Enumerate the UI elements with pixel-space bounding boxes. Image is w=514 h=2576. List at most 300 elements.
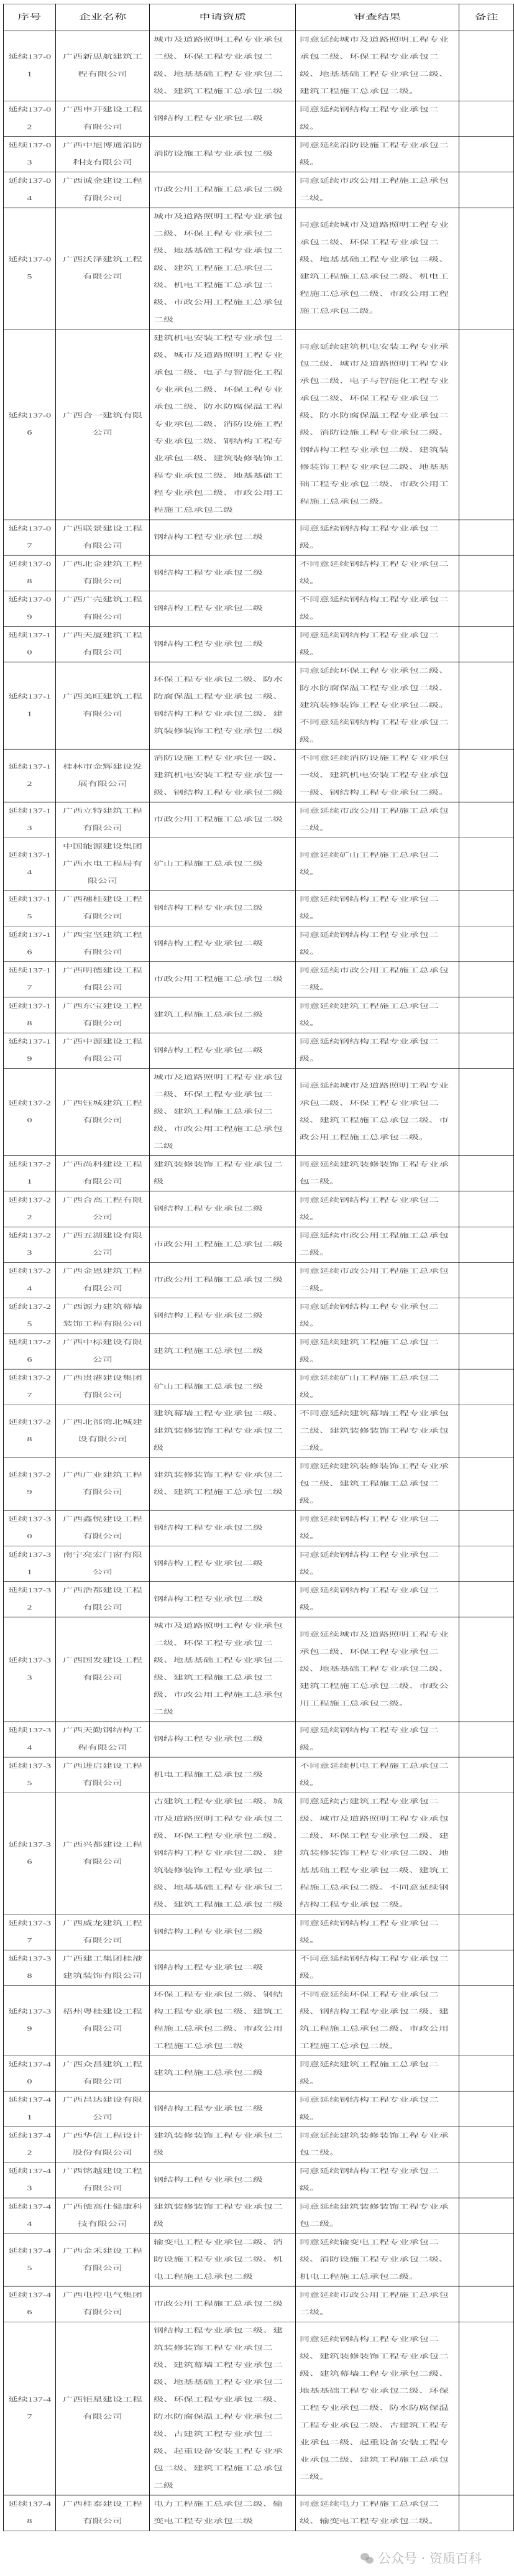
review-result: 同意延续城市及道路照明工程专业承包二级、环保工程专业承包二级、地基基础工程专业承包二级、建筑工程施工总承包二级、市政公用工程施工总承包二级。 — [296, 1617, 459, 1722]
review-result: 同意延续市政公用工程施工总承包二级。 — [296, 802, 459, 838]
table-row — [4, 1617, 514, 1722]
table-row — [4, 1546, 514, 1581]
applied-qualification: 钢结构工程专业承包二级 — [150, 591, 296, 626]
row-seq: 延续137-17 — [4, 962, 56, 997]
review-result: 同意延续建筑装修装饰工程专业承包二级。 — [296, 1156, 459, 1191]
table-row — [4, 2495, 514, 2531]
row-seq: 延续137-34 — [4, 1722, 56, 1757]
remarks — [459, 1262, 514, 1298]
table-row — [4, 1757, 514, 1793]
review-result: 同意延续钢结构工程专业承包二级。 — [296, 2091, 459, 2126]
remarks — [459, 1793, 514, 1914]
remarks — [459, 101, 514, 136]
company-name: 广西进启建设工程有限公司 — [56, 1757, 150, 1793]
company-name: 中国能源建设集团广西水电工程局有限公司 — [56, 838, 150, 890]
remarks — [459, 591, 514, 626]
review-result: 同意延续电力工程施工总承包二级、输变电工程专业承包二级。 — [296, 2495, 459, 2531]
company-name: 广西北部湾北城建设有限公司 — [56, 1405, 150, 1457]
review-result: 同意延续矿山工程施工总承包二级。 — [296, 1369, 459, 1405]
table-row — [4, 2127, 514, 2163]
company-name: 广西众昌建筑工程有限公司 — [56, 2056, 150, 2091]
company-name: 广西德高仕健康科技有限公司 — [56, 2198, 150, 2233]
company-name: 广西尚科建设工程有限公司 — [56, 1156, 150, 1191]
applied-qualification: 钢结构工程专业承包二级 — [150, 1722, 296, 1757]
row-seq: 延续137-33 — [4, 1617, 56, 1722]
company-name: 广西广业建筑工程有限公司 — [56, 1457, 150, 1510]
row-seq: 延续137-45 — [4, 2233, 56, 2286]
review-result: 同意延续市政公用工程施工总承包二级。 — [296, 1262, 459, 1298]
review-result: 同意延续钢结构工程专业承包二级。 — [296, 101, 459, 136]
review-result: 同意延续环保工程专业承包二级、防水防腐保温工程专业承包二级、建筑装修装饰工程专业承包二级。不同意延续钢结构工程专业承包二级。 — [296, 662, 459, 749]
remarks — [459, 2322, 514, 2495]
company-name: 广西浩都建设工程有限公司 — [56, 1582, 150, 1617]
company-name: 广西建工集团桂港建筑装饰有限公司 — [56, 1950, 150, 1985]
applied-qualification: 钢结构工程专业承包二级 — [150, 2163, 296, 2198]
row-seq: 延续137-25 — [4, 1298, 56, 1334]
row-seq: 延续137-11 — [4, 662, 56, 749]
table-row — [4, 1582, 514, 1617]
row-seq: 延续137-07 — [4, 520, 56, 555]
company-name: 广西桂泰建设工程有限公司 — [56, 2495, 150, 2531]
table-row — [4, 749, 514, 802]
remarks — [459, 2091, 514, 2126]
company-name: 广西天厦建筑工程有限公司 — [56, 627, 150, 662]
applied-qualification: 矿山工程施工总承包二级 — [150, 838, 296, 890]
applied-qualification: 市政公用工程施工总承包二级 — [150, 172, 296, 208]
review-result: 同意延续钢结构工程专业承包二级。 — [296, 520, 459, 555]
applied-qualification: 环保工程专业承包二级、钢结构工程专业承包二级、建筑工程施工总承包二级、市政公用工程施工总承包二级 — [150, 1985, 296, 2056]
table-row — [4, 1298, 514, 1334]
applied-qualification: 电力工程施工总承包二级、输变电工程专业承包二级 — [150, 2495, 296, 2531]
applied-qualification: 钢结构工程专业承包二级 — [150, 1033, 296, 1068]
remarks — [459, 520, 514, 555]
review-result: 同意延续钢结构工程专业承包二级。 — [296, 1582, 459, 1617]
applied-qualification: 钢结构工程专业承包二级 — [150, 520, 296, 555]
row-seq: 延续137-36 — [4, 1793, 56, 1914]
header-applied-qualification: 申请资质 — [150, 4, 296, 30]
row-seq: 延续137-31 — [4, 1546, 56, 1581]
applied-qualification: 城市及道路照明工程专业承包二级、环保工程专业承包二级、地基基础工程专业承包二级、建筑工程施工总承包二级、市政公用工程施工总承包二级 — [150, 1617, 296, 1722]
watermark — [360, 2549, 482, 2567]
header-remarks: 备注 — [459, 4, 514, 30]
table-row — [4, 1985, 514, 2056]
remarks — [459, 1298, 514, 1334]
row-seq: 延续137-24 — [4, 1262, 56, 1298]
table-row — [4, 1950, 514, 1985]
applied-qualification: 城市及道路照明工程专业承包二级、环保工程专业承包二级、地基基础工程专业承包二级、建筑工程施工总承包二级、机电工程施工总承包二级、市政公用工程施工总承包二级 — [150, 208, 296, 330]
company-name: 广西金恩建筑工程有限公司 — [56, 1262, 150, 1298]
table-row — [4, 2091, 514, 2126]
applied-qualification: 机电工程施工总承包二级 — [150, 1757, 296, 1793]
company-name: 广西东宝建设工程有限公司 — [56, 997, 150, 1033]
remarks — [459, 1334, 514, 1369]
applied-qualification: 钢结构工程专业承包二级 — [150, 890, 296, 926]
applied-qualification: 建筑工程施工总承包二级 — [150, 997, 296, 1033]
row-seq: 延续137-10 — [4, 627, 56, 662]
applied-qualification: 钢结构工程专业承包二级 — [150, 1914, 296, 1950]
applied-qualification: 矿山工程施工总承包二级 — [150, 1369, 296, 1405]
row-seq: 延续137-20 — [4, 1068, 56, 1155]
company-name: 南宁亮宏门窗有限公司 — [56, 1546, 150, 1581]
applied-qualification: 钢结构工程专业承包二级 — [150, 101, 296, 136]
table-row — [4, 137, 514, 172]
review-result: 同意延续城市及道路照明工程专业承包二级、环保工程专业承包二级、建筑工程施工总承包二级、市政公用工程施工总承包二级。 — [296, 1068, 459, 1155]
applied-qualification: 钢结构工程专业承包二级 — [150, 926, 296, 961]
table-row — [4, 1033, 514, 1068]
review-result: 同意延续市政公用工程施工总承包二级。 — [296, 962, 459, 997]
applied-qualification: 市政公用工程施工总承包二级 — [150, 1227, 296, 1262]
review-result: 同意延续市政公用工程施工总承包二级。 — [296, 1227, 459, 1262]
table-row — [4, 1405, 514, 1457]
review-result: 同意延续钢结构工程专业承包二级。 — [296, 1033, 459, 1068]
remarks — [459, 2163, 514, 2198]
applied-qualification: 市政公用工程施工总承包二级 — [150, 1262, 296, 1298]
company-name: 广西钜星建设工程有限公司 — [56, 2322, 150, 2495]
remarks — [459, 838, 514, 890]
review-result: 同意延续矿山工程施工总承包二级。 — [296, 838, 459, 890]
company-name: 广西金禾建设工程有限公司 — [56, 2233, 150, 2286]
table-row — [4, 1369, 514, 1405]
qualification-review-table — [3, 4, 514, 2531]
applied-qualification: 环保工程专业承包二级、防水防腐保温工程专业承包二级、钢结构工程专业承包二级、建筑装修装饰工程专业承包二级 — [150, 662, 296, 749]
review-result: 同意延续建筑装修装饰工程专业承包二级、建筑工程施工总承包二级。 — [296, 1457, 459, 1510]
remarks — [459, 1722, 514, 1757]
table-row — [4, 662, 514, 749]
row-seq: 延续137-38 — [4, 1950, 56, 1985]
row-seq: 延续137-14 — [4, 838, 56, 890]
review-result: 同意延续钢结构工程专业承包二级。 — [296, 926, 459, 961]
remarks — [459, 997, 514, 1033]
review-result: 同意延续市政公用工程施工总承包二级。 — [296, 172, 459, 208]
remarks — [459, 890, 514, 926]
applied-qualification: 建筑装修装饰工程专业承包二级 — [150, 1156, 296, 1191]
table-row — [4, 2056, 514, 2091]
applied-qualification: 钢结构工程专业承包二级 — [150, 2091, 296, 2126]
row-seq: 延续137-40 — [4, 2056, 56, 2091]
company-name: 广西中源建设工程有限公司 — [56, 1033, 150, 1068]
applied-qualification: 建筑工程施工总承包二级 — [150, 1334, 296, 1369]
remarks — [459, 2495, 514, 2531]
row-seq: 延续137-18 — [4, 997, 56, 1033]
company-name: 广西中标建设有限公司 — [56, 1334, 150, 1369]
review-result: 不同意延续机电工程施工总承包二级。 — [296, 1757, 459, 1793]
row-seq: 延续137-26 — [4, 1334, 56, 1369]
row-seq: 延续137-03 — [4, 137, 56, 172]
company-name: 广西中旭博通消防科技有限公司 — [56, 137, 150, 172]
company-name: 广西新思航建筑工程有限公司 — [56, 31, 150, 101]
review-result: 不同意延续钢结构工程专业承包二级。 — [296, 555, 459, 591]
review-result: 同意延续建筑工程施工总承包二级。 — [296, 2056, 459, 2091]
review-result: 同意延续建筑工程施工总承包二级。 — [296, 997, 459, 1033]
review-result: 不同意延续钢结构工程专业承包二级。 — [296, 591, 459, 626]
row-seq: 延续137-04 — [4, 172, 56, 208]
remarks — [459, 1068, 514, 1155]
company-name: 广西国发建设工程有限公司 — [56, 1617, 150, 1722]
company-name: 广西宝坚建筑工程有限公司 — [56, 926, 150, 961]
remarks — [459, 172, 514, 208]
company-name: 广西威龙建筑工程有限公司 — [56, 1914, 150, 1950]
row-seq: 延续137-30 — [4, 1510, 56, 1546]
table-body — [4, 31, 514, 2531]
table-row — [4, 838, 514, 890]
review-result: 同意延续钢结构工程专业承包二级。 — [296, 1510, 459, 1546]
company-name: 广西合一建筑有限公司 — [56, 330, 150, 520]
table-row — [4, 2322, 514, 2495]
wechat-icon — [360, 2552, 374, 2564]
applied-qualification: 建筑幕墙工程专业承包二级、建筑装修装饰工程专业承包二级 — [150, 1405, 296, 1457]
company-name: 广西美旺建筑工程有限公司 — [56, 662, 150, 749]
company-name: 广西诚金建设工程有限公司 — [56, 172, 150, 208]
row-seq: 延续137-41 — [4, 2091, 56, 2126]
table-row — [4, 1068, 514, 1155]
remarks — [459, 330, 514, 520]
review-result: 同意延续钢结构工程专业承包二级。 — [296, 1546, 459, 1581]
remarks — [459, 1457, 514, 1510]
company-name: 广西兴都建设工程有限公司 — [56, 1793, 150, 1914]
applied-qualification: 钢结构工程专业承包二级 — [150, 1191, 296, 1227]
row-seq: 延续137-32 — [4, 1582, 56, 1617]
table-row — [4, 997, 514, 1033]
applied-qualification: 市政公用工程施工总承包二级 — [150, 2286, 296, 2322]
applied-qualification: 钢结构工程专业承包二级 — [150, 627, 296, 662]
table-row — [4, 1227, 514, 1262]
header-review-result: 审查结果 — [296, 4, 459, 30]
row-seq: 延续137-29 — [4, 1457, 56, 1510]
table-row — [4, 962, 514, 997]
company-name: 广西沃泽建筑工程有限公司 — [56, 208, 150, 330]
watermark-text: 公众号 · 资质百科 — [377, 2551, 482, 2566]
remarks — [459, 1617, 514, 1722]
remarks — [459, 627, 514, 662]
table-row — [4, 101, 514, 136]
row-seq: 延续137-43 — [4, 2163, 56, 2198]
applied-qualification: 建筑装修装饰工程专业承包二级 — [150, 2198, 296, 2233]
company-name: 广西五湖建设有限公司 — [56, 1227, 150, 1262]
review-result: 同意延续建筑装修装饰工程专业承包二级。 — [296, 2198, 459, 2233]
row-seq: 延续137-44 — [4, 2198, 56, 2233]
review-result: 同意延续消防设施工程专业承包二级。 — [296, 137, 459, 172]
applied-qualification: 钢结构工程专业承包二级 — [150, 1546, 296, 1581]
applied-qualification: 钢结构工程专业承包二级 — [150, 1950, 296, 1985]
table-container — [0, 4, 514, 2531]
review-result: 同意延续市政公用工程施工总承包二级。 — [296, 2286, 459, 2322]
applied-qualification: 市政公用工程施工总承包二级 — [150, 802, 296, 838]
company-name: 广西昌达建设有限公司 — [56, 2091, 150, 2126]
applied-qualification: 建筑装修装饰工程专业承包二级 — [150, 2127, 296, 2163]
applied-qualification: 城市及道路照明工程专业承包二级、环保工程专业承包二级、地基基础工程专业承包二级、建筑工程施工总承包二级 — [150, 31, 296, 101]
remarks — [459, 208, 514, 330]
company-name: 广西华信工程设计股份有限公司 — [56, 2127, 150, 2163]
company-name: 桂林市金辉建设发展有限公司 — [56, 749, 150, 802]
review-result: 同意延续钢结构工程专业承包二级。 — [296, 1722, 459, 1757]
applied-qualification: 钢结构工程专业承包二级、建筑装修装饰工程专业承包二级、建筑幕墙工程专业承包二级、地基基础工程专业承包二级、环保工程专业承包二级、防水防腐保温工程专业承包二级、古建筑工程专业承包二级、起重设备安装工程专业承包二级、建筑工程施工总承包二级 — [150, 2322, 296, 2495]
table-row — [4, 2198, 514, 2233]
table-row — [4, 2286, 514, 2322]
row-seq: 延续137-16 — [4, 926, 56, 961]
row-seq: 延续137-02 — [4, 101, 56, 136]
table-row — [4, 172, 514, 208]
remarks — [459, 2233, 514, 2286]
table-header-row — [4, 4, 514, 30]
company-name: 广西钰城建筑工程有限公司 — [56, 1068, 150, 1155]
table-row — [4, 1156, 514, 1191]
row-seq: 延续137-08 — [4, 555, 56, 591]
remarks — [459, 802, 514, 838]
company-name: 广西联景建设工程有限公司 — [56, 520, 150, 555]
remarks — [459, 1227, 514, 1262]
review-result: 同意延续建筑装修装饰工程专业承包二级。 — [296, 2127, 459, 2163]
applied-qualification: 建筑工程施工总承包二级 — [150, 2056, 296, 2091]
remarks — [459, 555, 514, 591]
row-seq: 延续137-12 — [4, 749, 56, 802]
row-seq: 延续137-09 — [4, 591, 56, 626]
table-row — [4, 520, 514, 555]
company-name: 广西明德建设工程有限公司 — [56, 962, 150, 997]
remarks — [459, 1985, 514, 2056]
row-seq: 延续137-21 — [4, 1156, 56, 1191]
row-seq: 延续137-39 — [4, 1985, 56, 2056]
table-row — [4, 330, 514, 520]
applied-qualification: 钢结构工程专业承包二级 — [150, 555, 296, 591]
table-row — [4, 1191, 514, 1227]
company-name: 广西源力建筑幕墙装饰工程有限公司 — [56, 1298, 150, 1334]
applied-qualification: 消防设施工程专业承包一级、建筑机电安装工程专业承包一级、钢结构工程专业承包二级 — [150, 749, 296, 802]
review-result: 同意延续钢结构工程专业承包二级。 — [296, 1191, 459, 1227]
table-row — [4, 1457, 514, 1510]
remarks — [459, 1191, 514, 1227]
remarks — [459, 1156, 514, 1191]
remarks — [459, 1033, 514, 1068]
row-seq: 延续137-35 — [4, 1757, 56, 1793]
remarks — [459, 1546, 514, 1581]
review-result: 不同意延续消防设施工程专业承包一级、建筑机电安装工程专业承包一级、钢结构工程专业承包二级。 — [296, 749, 459, 802]
row-seq: 延续137-15 — [4, 890, 56, 926]
row-seq: 延续137-27 — [4, 1369, 56, 1405]
remarks — [459, 1369, 514, 1405]
applied-qualification: 古建筑工程专业承包二级、城市及道路照明工程专业承包二级、环保工程专业承包二级、钢结构工程专业承包二级、建筑装修装饰工程专业承包二级、地基基础工程专业承包二级、建筑工程施工总承包二级 — [150, 1793, 296, 1914]
row-seq: 延续137-06 — [4, 330, 56, 520]
review-result: 同意延续钢结构工程专业承包二级。 — [296, 890, 459, 926]
table-row — [4, 2163, 514, 2198]
review-result: 同意延续古建筑工程专业承包二级、城市及道路照明工程专业承包二级、环保工程专业承包二级、建筑装修装饰工程专业承包二级、地基基础工程专业承包二级、建筑工程施工总承包二级。不同意延续钢结构工程专业承包二级。 — [296, 1793, 459, 1914]
review-result: 不同意延续钢结构工程专业承包二级。 — [296, 1950, 459, 1985]
remarks — [459, 662, 514, 749]
applied-qualification: 建筑机电安装工程专业承包二级、城市及道路照明工程专业承包二级、电子与智能化工程专业承包二级、环保工程专业承包二级、防水防腐保温工程专业承包二级、消防设施工程专业承包二级、钢结构工程专业承包二级、建筑装修装饰工程专业承包二级、地基基础工程专业承包二级、市政公用工程施工总承包二级 — [150, 330, 296, 520]
applied-qualification: 钢结构工程专业承包二级 — [150, 1510, 296, 1546]
company-name: 梧州粤桂建设工程有限公司 — [56, 1985, 150, 2056]
row-seq: 延续137-28 — [4, 1405, 56, 1457]
applied-qualification: 钢结构工程专业承包二级 — [150, 1298, 296, 1334]
review-result: 同意延续城市及道路照明工程专业承包二级、环保工程专业承包二级、地基基础工程专业承包二级、建筑工程施工总承包二级、机电工程施工总承包二级、市政公用工程施工总承包二级。 — [296, 208, 459, 330]
table-row — [4, 2233, 514, 2286]
company-name: 广西立特建筑工程有限公司 — [56, 802, 150, 838]
table-row — [4, 926, 514, 961]
row-seq: 延续137-46 — [4, 2286, 56, 2322]
company-name: 广西鑫悦建设工程有限公司 — [56, 1510, 150, 1546]
review-result: 同意延续建筑工程施工总承包二级。 — [296, 1334, 459, 1369]
table-row — [4, 31, 514, 101]
company-name: 广西广壳建筑工程有限公司 — [56, 591, 150, 626]
table-row — [4, 591, 514, 626]
table-row — [4, 1793, 514, 1914]
remarks — [459, 2286, 514, 2322]
row-seq: 延续137-48 — [4, 2495, 56, 2531]
company-name: 广西北金建筑工程有限公司 — [56, 555, 150, 591]
applied-qualification: 城市及道路照明工程专业承包二级、环保工程专业承包二级、建筑工程施工总承包二级、市政公用工程施工总承包二级 — [150, 1068, 296, 1155]
review-result: 不同意延续建筑幕墙工程专业承包二级、建筑装修装饰工程专业承包二级。 — [296, 1405, 459, 1457]
review-result: 同意延续输变电工程专业承包二级、消防设施工程专业承包二级、机电工程施工总承包二级。 — [296, 2233, 459, 2286]
company-name: 广西铭越建设工程有限公司 — [56, 2163, 150, 2198]
company-name: 广西合高工程有限公司 — [56, 1191, 150, 1227]
company-name: 广西申开建设工程有限公司 — [56, 101, 150, 136]
remarks — [459, 1405, 514, 1457]
remarks — [459, 1950, 514, 1985]
remarks — [459, 1582, 514, 1617]
remarks — [459, 31, 514, 101]
applied-qualification: 钢结构工程专业承包二级 — [150, 1582, 296, 1617]
row-seq: 延续137-19 — [4, 1033, 56, 1068]
review-result: 同意延续钢结构工程专业承包二级。 — [296, 627, 459, 662]
applied-qualification: 消防设施工程专业承包二级 — [150, 137, 296, 172]
table-row — [4, 802, 514, 838]
review-result: 不同意延续环保工程专业承包二级、钢结构工程专业承包二级、建筑工程施工总承包二级、市政公用工程施工总承包二级。 — [296, 1985, 459, 2056]
table-row — [4, 555, 514, 591]
table-row — [4, 1262, 514, 1298]
review-result: 同意延续钢结构工程专业承包二级。 — [296, 2163, 459, 2198]
remarks — [459, 1914, 514, 1950]
applied-qualification: 建筑装修装饰工程专业承包二级、建筑工程施工总承包二级 — [150, 1457, 296, 1510]
table-row — [4, 1722, 514, 1757]
remarks — [459, 137, 514, 172]
row-seq: 延续137-42 — [4, 2127, 56, 2163]
applied-qualification: 输变电工程专业承包二级、消防设施工程专业承包二级、机电工程施工总承包二级 — [150, 2233, 296, 2286]
row-seq: 延续137-37 — [4, 1914, 56, 1950]
company-name: 广西贵港建设集团有限公司 — [56, 1369, 150, 1405]
remarks — [459, 1757, 514, 1793]
remarks — [459, 2198, 514, 2233]
table-row — [4, 1914, 514, 1950]
row-seq: 延续137-13 — [4, 802, 56, 838]
review-result: 同意延续钢结构工程专业承包二级。 — [296, 1914, 459, 1950]
row-seq: 延续137-05 — [4, 208, 56, 330]
table-row — [4, 1510, 514, 1546]
review-result: 同意延续钢结构工程专业承包二级。 — [296, 1298, 459, 1334]
company-name: 广西穗桂建设工程有限公司 — [56, 890, 150, 926]
remarks — [459, 926, 514, 961]
row-seq: 延续137-23 — [4, 1227, 56, 1262]
row-seq: 延续137-22 — [4, 1191, 56, 1227]
review-result: 同意延续建筑机电安装工程专业承包二级、城市及道路照明工程专业承包二级、电子与智能化工程专业承包二级、环保工程专业承包二级、防水防腐保温工程专业承包二级、消防设施工程专业承包二级、钢结构工程专业承包二级、建筑装修装饰工程专业承包二级、地基基础工程专业承包二级、市政公用工程施工总承包二级。 — [296, 330, 459, 520]
table-row — [4, 208, 514, 330]
table-row — [4, 890, 514, 926]
review-result: 同意延续钢结构工程专业承包二级、建筑装修装饰工程专业承包二级、建筑幕墙工程专业承包二级、地基基础工程专业承包二级、环保工程专业承包二级、防水防腐保温工程专业承包二级、古建筑工程专业承包二级、起重设备安装工程专业承包二级、建筑工程施工总承包二级。 — [296, 2322, 459, 2495]
header-seq: 序号 — [4, 4, 56, 30]
remarks — [459, 749, 514, 802]
remarks — [459, 2127, 514, 2163]
remarks — [459, 1510, 514, 1546]
applied-qualification: 市政公用工程施工总承包二级 — [150, 962, 296, 997]
row-seq: 延续137-47 — [4, 2322, 56, 2495]
remarks — [459, 2056, 514, 2091]
row-seq: 延续137-01 — [4, 31, 56, 101]
header-company: 企业名称 — [56, 4, 150, 30]
remarks — [459, 962, 514, 997]
company-name: 广西电控电气集团有限公司 — [56, 2286, 150, 2322]
company-name: 广西天勤钢结构工程有限公司 — [56, 1722, 150, 1757]
table-row — [4, 1334, 514, 1369]
review-result: 同意延续城市及道路照明工程专业承包二级、环保工程专业承包二级、地基基础工程专业承包二级、建筑工程施工总承包二级。 — [296, 31, 459, 101]
table-row — [4, 627, 514, 662]
